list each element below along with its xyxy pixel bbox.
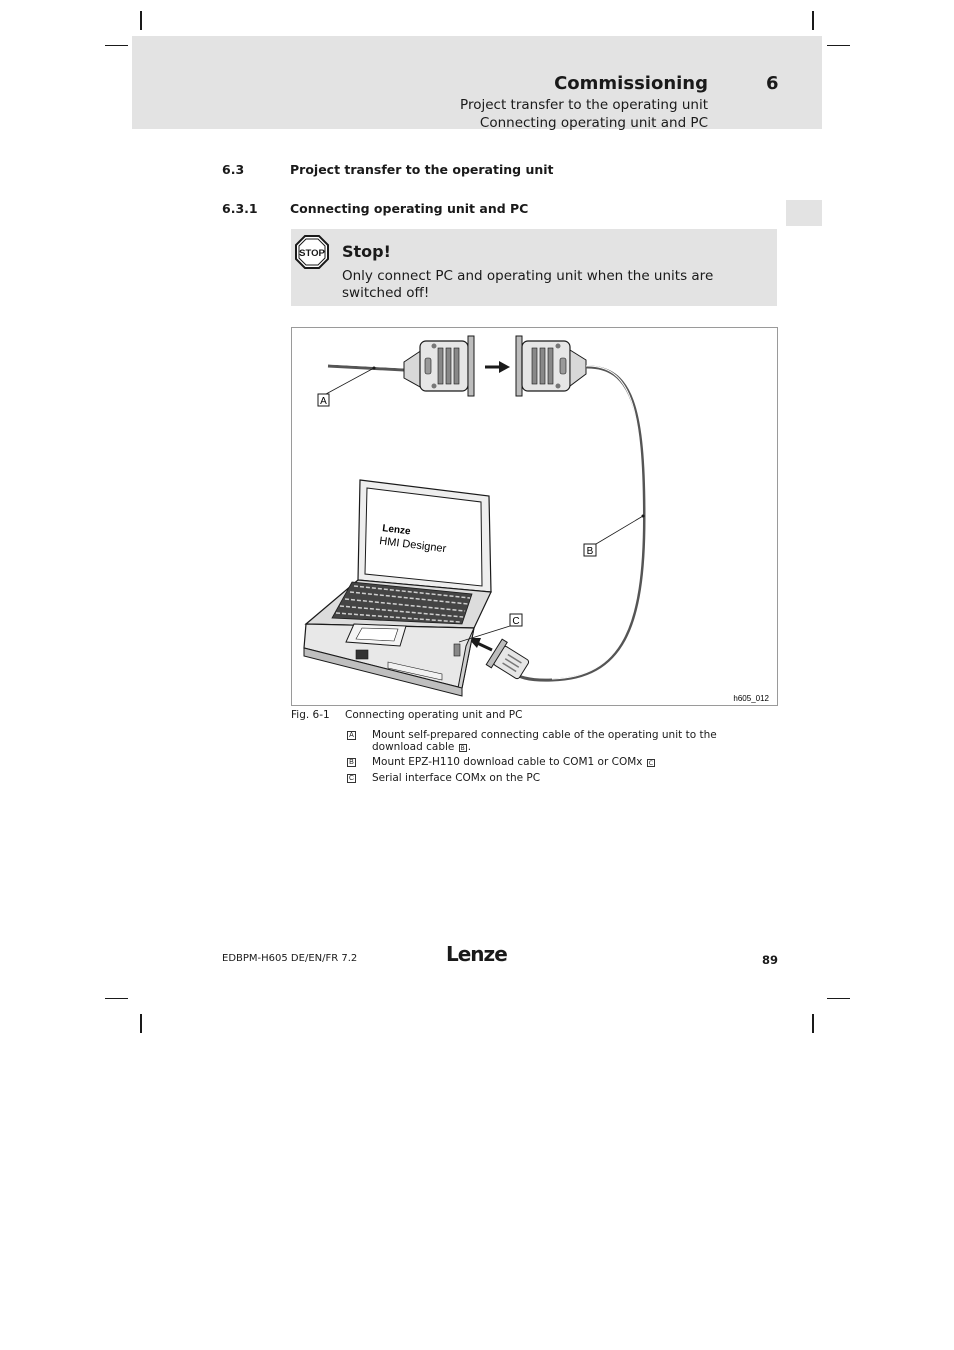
chapter-side-tab (786, 200, 822, 226)
crop-mark-top-left-vertical (140, 11, 142, 30)
image-code: h605_012 (733, 694, 769, 703)
crop-mark-top-left-horizontal (105, 45, 128, 46)
leader-b (596, 516, 643, 544)
crop-mark-bottom-left-horizontal (105, 998, 128, 999)
crop-mark-top-right-horizontal (827, 45, 850, 46)
section-title: Project transfer to the operating unit (290, 162, 554, 177)
legend-key-a: A (347, 731, 356, 740)
laptop-screen-brand: Lenze (381, 523, 412, 538)
header-subtitle-subsection: Connecting operating unit and PC (479, 115, 708, 131)
lenze-logo: Lenze (446, 942, 507, 966)
legend-ref-b: B (460, 745, 465, 752)
legend-item-c (372, 772, 762, 784)
header-band (132, 36, 822, 129)
footer-document-code: EDBPM-H605 DE/EN/FR 7.2 (222, 953, 358, 964)
leader-a-dot (373, 367, 376, 370)
connection-figure (291, 327, 778, 706)
marker-b: B (586, 546, 594, 557)
legend-key-b: B (347, 758, 356, 767)
subsection-title: Connecting operating unit and PC (290, 201, 529, 216)
legend-text-end: . (467, 741, 472, 753)
chapter-number: 6 (766, 73, 779, 94)
connector-right (516, 336, 586, 396)
connection-diagram (292, 328, 779, 707)
stop-title: Stop! (342, 242, 391, 261)
cable-b (514, 367, 644, 680)
header-subtitle-section: Project transfer to the operating unit (460, 97, 708, 113)
subsection-number: 6.3.1 (222, 201, 258, 216)
page-number: 89 (762, 953, 779, 967)
cable-a (328, 366, 404, 370)
stop-sign-icon (295, 235, 329, 269)
laptop-illustration (304, 480, 491, 696)
stop-text: Only connect PC and operating unit when the units are switched off! (342, 268, 714, 301)
crop-mark-bottom-left-vertical (140, 1014, 142, 1033)
section-number: 6.3 (222, 162, 245, 177)
laptop-screen-title: HMI Designer (378, 535, 447, 556)
marker-c: C (512, 616, 520, 627)
connector-left (404, 336, 474, 396)
crop-mark-bottom-right-vertical (812, 1014, 814, 1033)
leader-a (326, 368, 374, 394)
crop-mark-bottom-right-horizontal (827, 998, 850, 999)
legend-item-a (372, 729, 762, 753)
figure-caption-number: Fig. 6-1 (291, 709, 330, 721)
marker-a: A (320, 396, 327, 407)
legend-text: Serial interface COMx on the PC (372, 772, 541, 784)
legend-key-c: C (348, 775, 355, 782)
figure-caption-text: Connecting operating unit and PC (345, 709, 523, 721)
com-port (454, 644, 460, 656)
chapter-title: Commissioning (554, 73, 708, 94)
legend-text: Mount self-prepared connecting cable of the operating unit to the download cable (372, 729, 717, 753)
arrow-head-icon (499, 361, 510, 373)
legend-ref-c: C (648, 760, 653, 767)
legend-text: Mount EPZ-H110 download cable to COM1 or COMx (372, 756, 646, 768)
stop-sign-text: STOP (299, 248, 325, 259)
crop-mark-top-right-vertical (812, 11, 814, 30)
legend-item-b (372, 756, 762, 768)
